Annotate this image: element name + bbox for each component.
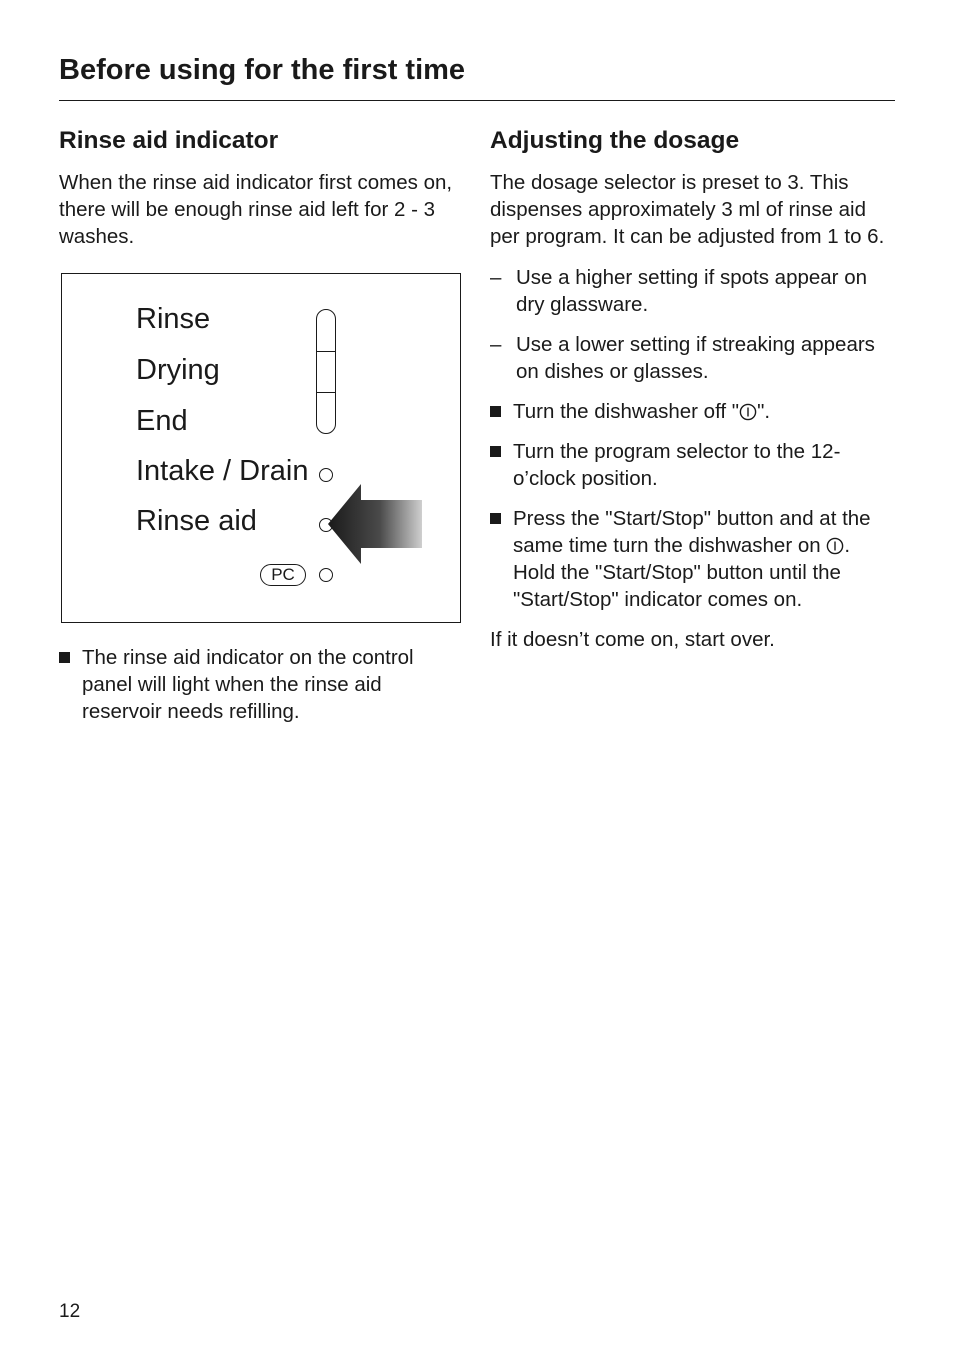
title-divider [59, 100, 895, 101]
rinse-aid-intro: When the rinse aid indicator first comes on, there will be enough rinse aid left for 2 - 3 washes. [59, 171, 453, 248]
panel-label-end: End [136, 405, 188, 437]
section-heading-adjusting-dosage: Adjusting the dosage [490, 127, 740, 154]
page-title: Before using for the first time [59, 54, 466, 86]
progress-bar-divider [316, 351, 336, 352]
left-column [59, 124, 464, 738]
power-symbol-icon [739, 403, 757, 421]
progress-bar-indicator [316, 309, 336, 434]
dosage-closing: If it doesn’t come on, start over. [490, 628, 775, 651]
dash-bullet-icon: – [490, 333, 502, 356]
square-bullet-icon [59, 652, 70, 663]
progress-bar-outline [316, 309, 336, 434]
arrow-left-icon [328, 484, 428, 564]
progress-bar-divider [316, 392, 336, 393]
panel-label-rinse: Rinse [136, 303, 211, 335]
list-item: – Use a lower setting if streaking appears on dishes or glasses. [490, 333, 875, 383]
right-column [490, 124, 895, 653]
list-item: – Use a higher setting if spots appear on dry glassware. [490, 266, 867, 316]
square-bullet-icon [490, 406, 501, 417]
power-symbol-icon [826, 537, 844, 555]
pc-led [319, 568, 333, 582]
panel-label-rinse-aid: Rinse aid [136, 505, 257, 537]
panel-label-drying: Drying [136, 354, 220, 386]
list-item: The rinse aid indicator on the control panel will light when the rinse aid reservoir needs refilling. [59, 644, 464, 725]
panel-label-intake-drain: Intake / Drain [136, 455, 309, 487]
square-bullet-icon [490, 513, 501, 524]
intake-drain-led [319, 468, 333, 482]
dash-bullet-icon: – [490, 266, 502, 289]
list-item: Turn the program selector to the 12-o’clock position. [490, 438, 895, 492]
pc-badge: PC [260, 564, 306, 586]
dosage-intro: The dosage selector is preset to 3. This dispenses approximately 3 ml of rinse aid per program. It can be adjusted from 1 to 6. [490, 171, 885, 248]
list-item: Press the "Start/Stop" button and at the same time turn the dishwasher on . Hold the "Start/Stop" button until the "Start/Stop" indicator comes on. [490, 505, 895, 613]
section-heading-rinse-aid-indicator: Rinse aid indicator [59, 127, 279, 154]
list-item: Turn the dishwasher off " ". [490, 398, 895, 425]
square-bullet-icon [490, 446, 501, 457]
control-panel-illustration [61, 273, 461, 623]
page-number: 12 [59, 1301, 81, 1322]
